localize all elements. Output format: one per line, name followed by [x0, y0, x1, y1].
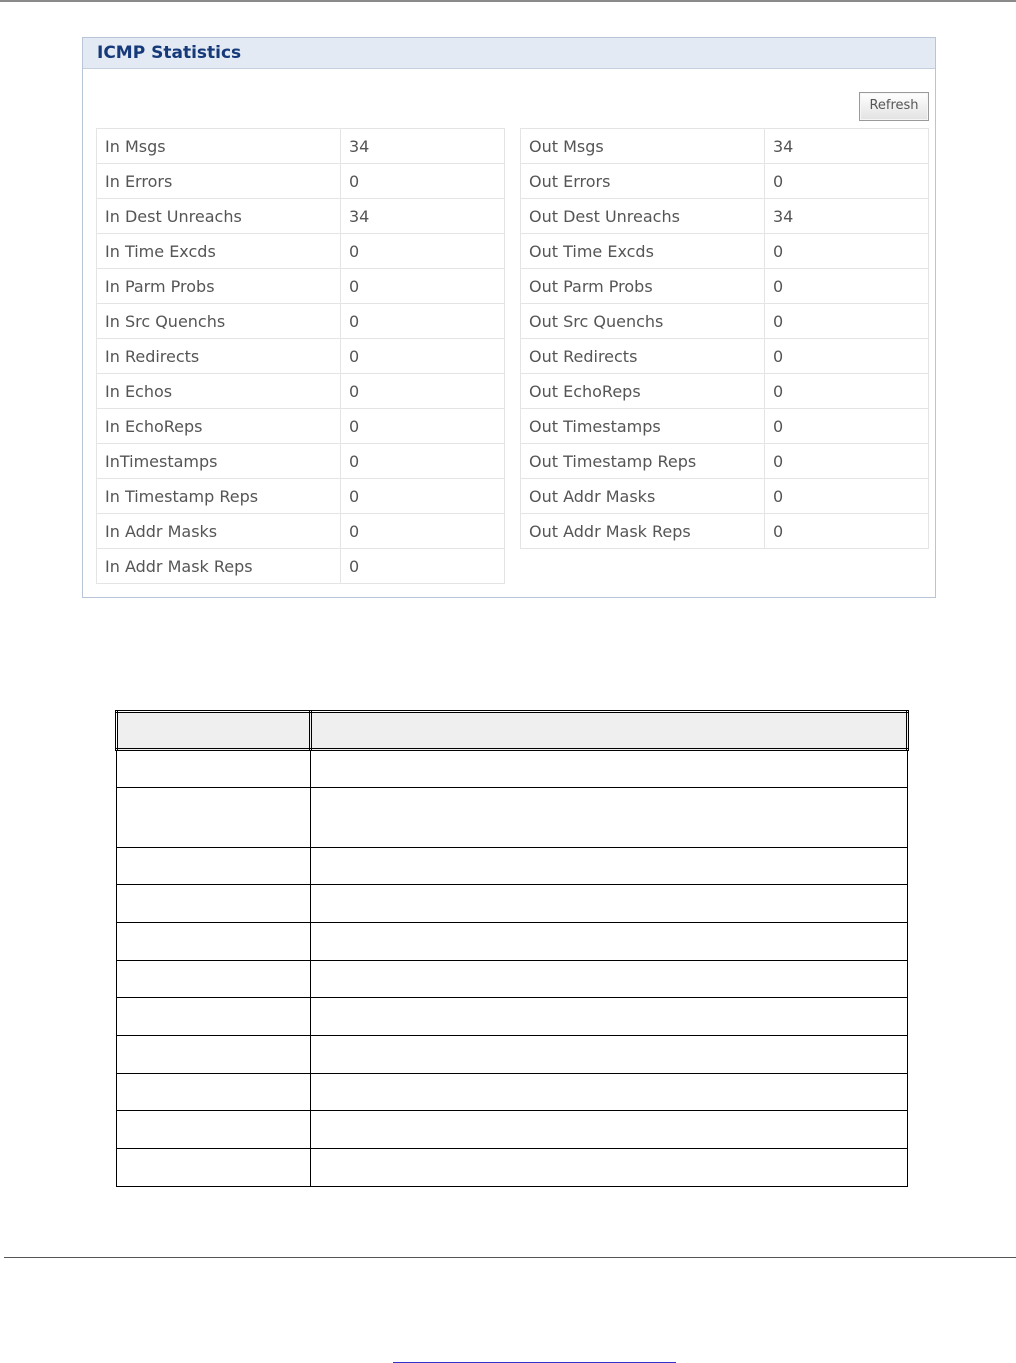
description-object-cell: [117, 1149, 311, 1187]
out-stat-label: Out Addr Mask Reps: [521, 514, 765, 549]
description-row: [117, 923, 908, 961]
description-object-cell: [117, 998, 311, 1036]
top-rule: [0, 0, 1016, 2]
in-stat-label: In Src Quenchs: [97, 304, 341, 339]
out-stat-label: Out Errors: [521, 164, 765, 199]
in-stat-row: [97, 549, 505, 584]
description-row: [117, 998, 908, 1036]
in-stat-label: In Echos: [97, 374, 341, 409]
in-stat-label: In Time Excds: [97, 234, 341, 269]
in-stat-value: 34: [341, 129, 505, 164]
out-stat-row: [521, 409, 929, 444]
description-table: [115, 710, 909, 1187]
out-stat-label: Out Src Quenchs: [521, 304, 765, 339]
in-stat-value: 0: [341, 304, 505, 339]
out-stat-label: Out Redirects: [521, 339, 765, 374]
in-stat-row: [97, 374, 505, 409]
description-text-cell: [311, 923, 908, 961]
in-stat-label: In Redirects: [97, 339, 341, 374]
description-table-header: [117, 712, 908, 750]
description-object-cell: [117, 750, 311, 788]
in-stat-label: In Dest Unreachs: [97, 199, 341, 234]
out-stat-row: [521, 199, 929, 234]
in-stat-value: 0: [341, 549, 505, 584]
out-stat-value: 34: [765, 199, 929, 234]
out-stat-row: [521, 339, 929, 374]
description-row: [117, 1036, 908, 1074]
description-text-cell: [311, 788, 908, 848]
in-stat-value: 0: [341, 514, 505, 549]
in-stat-row: [97, 479, 505, 514]
description-text-cell: [311, 1111, 908, 1149]
header-cell-object: [117, 712, 311, 750]
out-stat-row: [521, 304, 929, 339]
description-object-cell: [117, 885, 311, 923]
in-stat-value: 0: [341, 444, 505, 479]
in-stat-row: [97, 164, 505, 199]
description-object-cell: [117, 848, 311, 885]
in-stat-value: 0: [341, 339, 505, 374]
description-object-cell: [117, 788, 311, 848]
out-stat-value: 0: [765, 374, 929, 409]
out-stat-label: Out Timestamp Reps: [521, 444, 765, 479]
in-stat-label: In Parm Probs: [97, 269, 341, 304]
out-stat-value: 0: [765, 339, 929, 374]
description-text-cell: [311, 1036, 908, 1074]
in-stat-row: [97, 129, 505, 164]
in-stat-value: 0: [341, 234, 505, 269]
description-text-cell: [311, 1074, 908, 1111]
in-stat-row: [97, 269, 505, 304]
out-stat-value: 0: [765, 514, 929, 549]
in-stat-label: In Addr Masks: [97, 514, 341, 549]
description-row: [117, 961, 908, 998]
out-stat-row: [521, 374, 929, 409]
out-stat-row: [521, 479, 929, 514]
in-stat-value: 34: [341, 199, 505, 234]
in-stat-row: [97, 304, 505, 339]
out-stats-table: [520, 128, 929, 549]
out-stat-label: Out Dest Unreachs: [521, 199, 765, 234]
description-object-cell: [117, 1111, 311, 1149]
out-stat-label: Out Time Excds: [521, 234, 765, 269]
description-row: [117, 885, 908, 923]
in-stat-row: [97, 199, 505, 234]
out-stat-label: Out Addr Masks: [521, 479, 765, 514]
footer-rule: [4, 1257, 1016, 1258]
out-stat-row: [521, 234, 929, 269]
in-stat-row: [97, 514, 505, 549]
in-stat-row: [97, 444, 505, 479]
out-stat-label: Out Parm Probs: [521, 269, 765, 304]
out-stat-value: 0: [765, 409, 929, 444]
in-stat-row: [97, 339, 505, 374]
in-stats-table: [96, 128, 505, 584]
in-stat-label: In EchoReps: [97, 409, 341, 444]
description-text-cell: [311, 750, 908, 788]
in-stat-label: In Errors: [97, 164, 341, 199]
out-stat-label: Out EchoReps: [521, 374, 765, 409]
in-stat-value: 0: [341, 409, 505, 444]
description-text-cell: [311, 998, 908, 1036]
in-stat-value: 0: [341, 164, 505, 199]
in-stat-label: In Msgs: [97, 129, 341, 164]
icmp-statistics-panel: [82, 37, 936, 598]
description-text-cell: [311, 848, 908, 885]
out-stat-row: [521, 269, 929, 304]
out-stat-row: [521, 444, 929, 479]
out-stat-value: 0: [765, 479, 929, 514]
in-stat-label: InTimestamps: [97, 444, 341, 479]
header-cell-description: [311, 712, 908, 750]
refresh-button[interactable]: Refresh: [859, 92, 929, 121]
out-stat-value: 0: [765, 269, 929, 304]
description-row: [117, 750, 908, 788]
panel-title: ICMP Statistics: [83, 38, 935, 69]
out-stat-value: 0: [765, 444, 929, 479]
description-text-cell: [311, 885, 908, 923]
description-object-cell: [117, 1074, 311, 1111]
in-stat-value: 0: [341, 269, 505, 304]
in-stat-label: In Timestamp Reps: [97, 479, 341, 514]
description-object-cell: [117, 961, 311, 998]
description-row: [117, 848, 908, 885]
description-text-cell: [311, 1149, 908, 1187]
description-row: [117, 788, 908, 848]
out-stat-row: [521, 164, 929, 199]
description-text-cell: [311, 961, 908, 998]
description-row: [117, 1111, 908, 1149]
description-object-cell: [117, 923, 311, 961]
out-stat-row: [521, 129, 929, 164]
in-stat-row: [97, 409, 505, 444]
out-stat-label: Out Msgs: [521, 129, 765, 164]
out-stat-value: 0: [765, 304, 929, 339]
in-stat-value: 0: [341, 479, 505, 514]
in-stat-row: [97, 234, 505, 269]
description-row: [117, 1074, 908, 1111]
out-stat-row: [521, 514, 929, 549]
out-stat-value: 34: [765, 129, 929, 164]
out-stat-label: Out Timestamps: [521, 409, 765, 444]
description-object-cell: [117, 1036, 311, 1074]
out-stat-value: 0: [765, 234, 929, 269]
out-stat-value: 0: [765, 164, 929, 199]
in-stat-label: In Addr Mask Reps: [97, 549, 341, 584]
description-row: [117, 1149, 908, 1187]
in-stat-value: 0: [341, 374, 505, 409]
